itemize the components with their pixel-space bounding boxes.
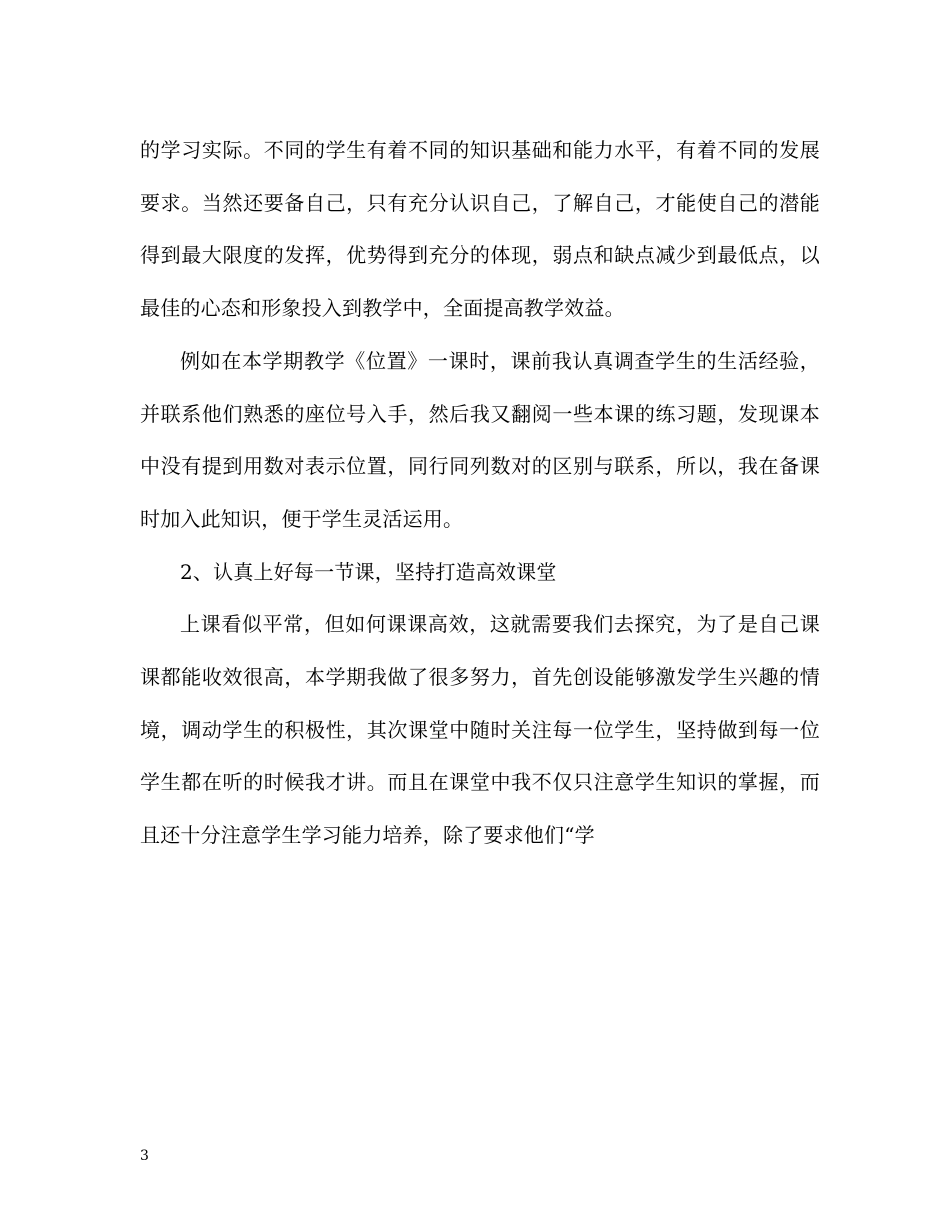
paragraph-classroom: 上课看似平常，但如何课课高效，这就需要我们去探究，为了是自己课课都能收效很高，本学期我做了很多努力，首先创设能够激发学生兴趣的情境，调动学生的积极性，其次课堂中随时关注每一位学生，坚持做到每一位学生都在听的时候我才讲。而且在课堂中我不仅只注意学生知识的掌握，而且还十分注意学生学习能力培养，除了要求他们“学 [140, 612, 820, 848]
section-heading: 2、认真上好每一节课，坚持打造高效课堂 [180, 559, 557, 584]
paragraph-continuation: 的学习实际。不同的学生有着不同的知识基础和能力水平，有着不同的发展要求。当然还要备自己，只有充分认识自己，了解自己，才能使自己的潜能得到最大限度的发挥，优势得到充分的体现，弱点和缺点减少到最低点，以最佳的心态和形象投入到教学中，全面提高教学效益。 [140, 138, 820, 321]
paragraph-example: 例如在本学期教学《位置》一课时，课前我认真调查学生的生活经验，并联系他们熟悉的座位号入手，然后我又翻阅一些本课的练习题，发现课本中没有提到用数对表示位置，同行同列数对的区别与联系，所以，我在备课时加入此知识，便于学生灵活运用。 [140, 348, 820, 531]
document-body [140, 124, 820, 862]
page-number: 3 [140, 1148, 149, 1164]
